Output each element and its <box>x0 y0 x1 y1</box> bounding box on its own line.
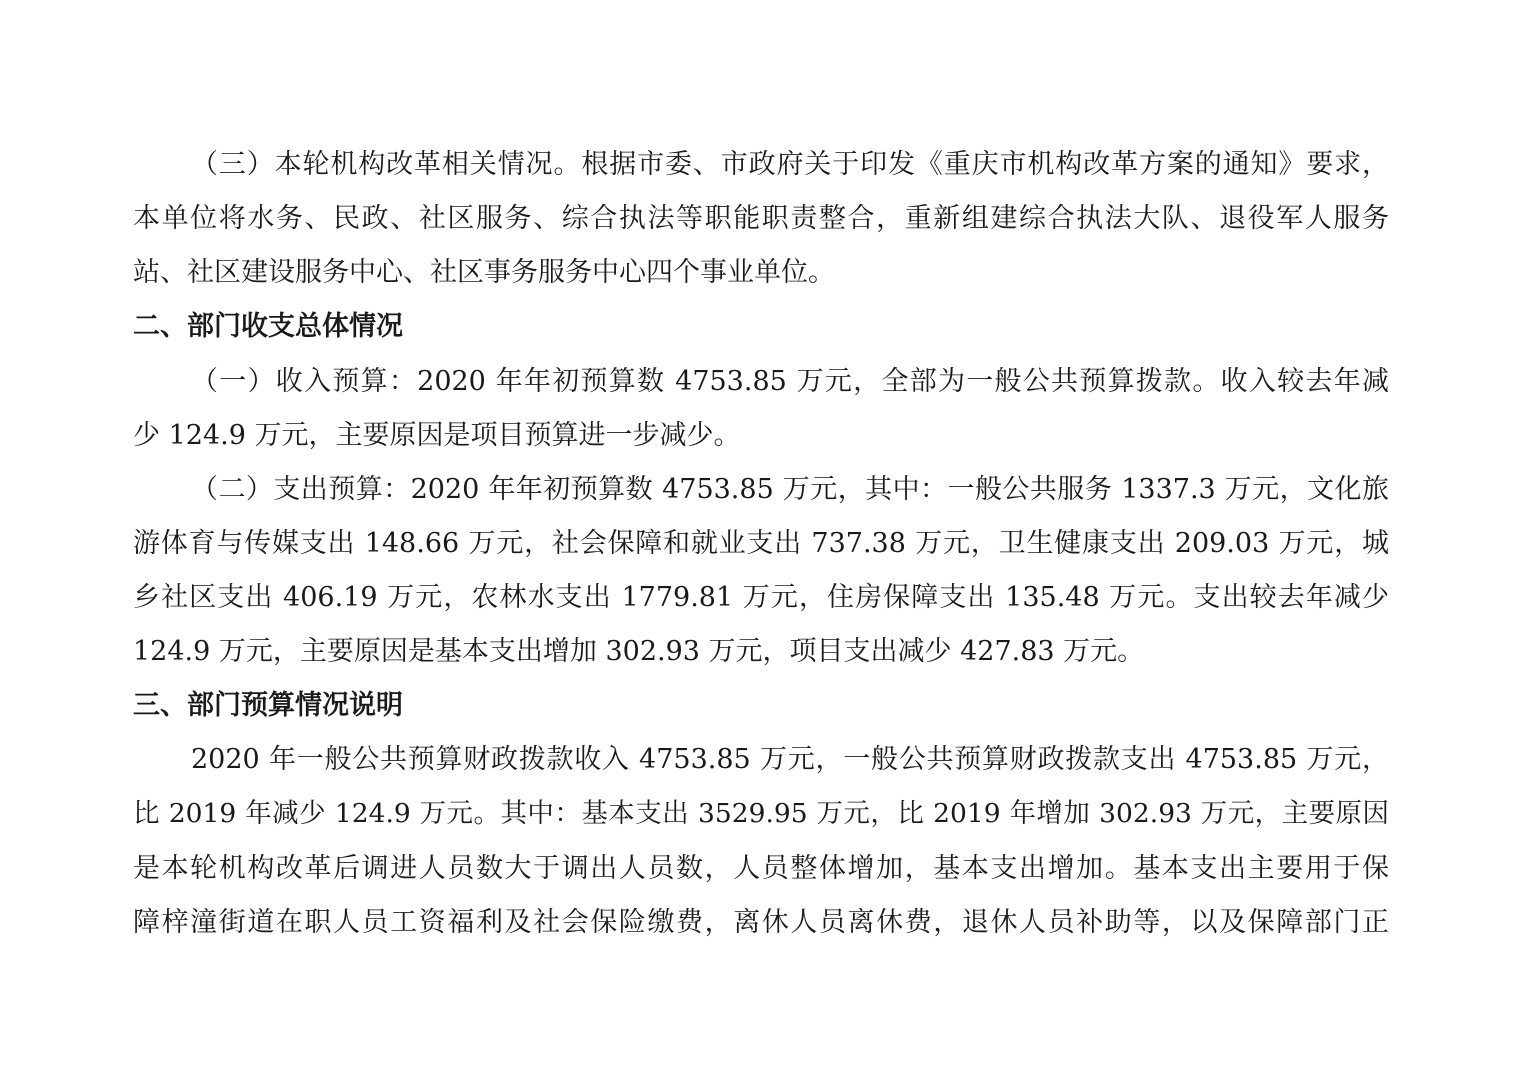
paragraph-line: 本单位将水务、民政、社区服务、综合执法等职能职责整合，重新组建综合执法大队、退役军人服务 <box>133 203 1389 234</box>
paragraph-line: 站、社区建设服务中心、社区事务服务中心四个事业单位。 <box>133 257 835 288</box>
paragraph-line: 2020 年一般公共预算财政拨款收入 4753.85 万元，一般公共预算财政拨款支出 4753.85 万元， <box>191 744 1389 775</box>
paragraph-line: （三）本轮机构改革相关情况。根据市委、市政府关于印发《重庆市机构改革方案的通知》要求， <box>191 149 1389 180</box>
paragraph-line: 障梓潼街道在职人员工资福利及社会保险缴费，离休人员离休费，退休人员补助等，以及保障部门正 <box>133 907 1389 938</box>
paragraph-line: 124.9 万元，主要原因是基本支出增加 302.93 万元，项目支出减少 427.83 万元。 <box>133 636 1145 667</box>
section-heading: 三、部门预算情况说明 <box>133 690 403 721</box>
paragraph-line: 游体育与传媒支出 148.66 万元，社会保障和就业支出 737.38 万元，卫生健康支出 209.03 万元，城 <box>133 528 1389 559</box>
paragraph-line: （一）收入预算：2020 年年初预算数 4753.85 万元，全部为一般公共预算拨款。收入较去年减 <box>191 366 1389 397</box>
section-heading: 二、部门收支总体情况 <box>133 311 403 342</box>
paragraph-line: 乡社区支出 406.19 万元，农林水支出 1779.81 万元，住房保障支出 135.48 万元。支出较去年减少 <box>133 582 1389 613</box>
paragraph-line: （二）支出预算：2020 年年初预算数 4753.85 万元，其中：一般公共服务 1337.3 万元，文化旅 <box>191 474 1389 505</box>
paragraph-line: 少 124.9 万元，主要原因是项目预算进一步减少。 <box>133 420 741 451</box>
paragraph-line: 比 2019 年减少 124.9 万元。其中：基本支出 3529.95 万元，比 2019 年增加 302.93 万元，主要原因 <box>133 798 1389 829</box>
paragraph-line: 是本轮机构改革后调进人员数大于调出人员数，人员整体增加，基本支出增加。基本支出主要用于保 <box>133 853 1389 884</box>
